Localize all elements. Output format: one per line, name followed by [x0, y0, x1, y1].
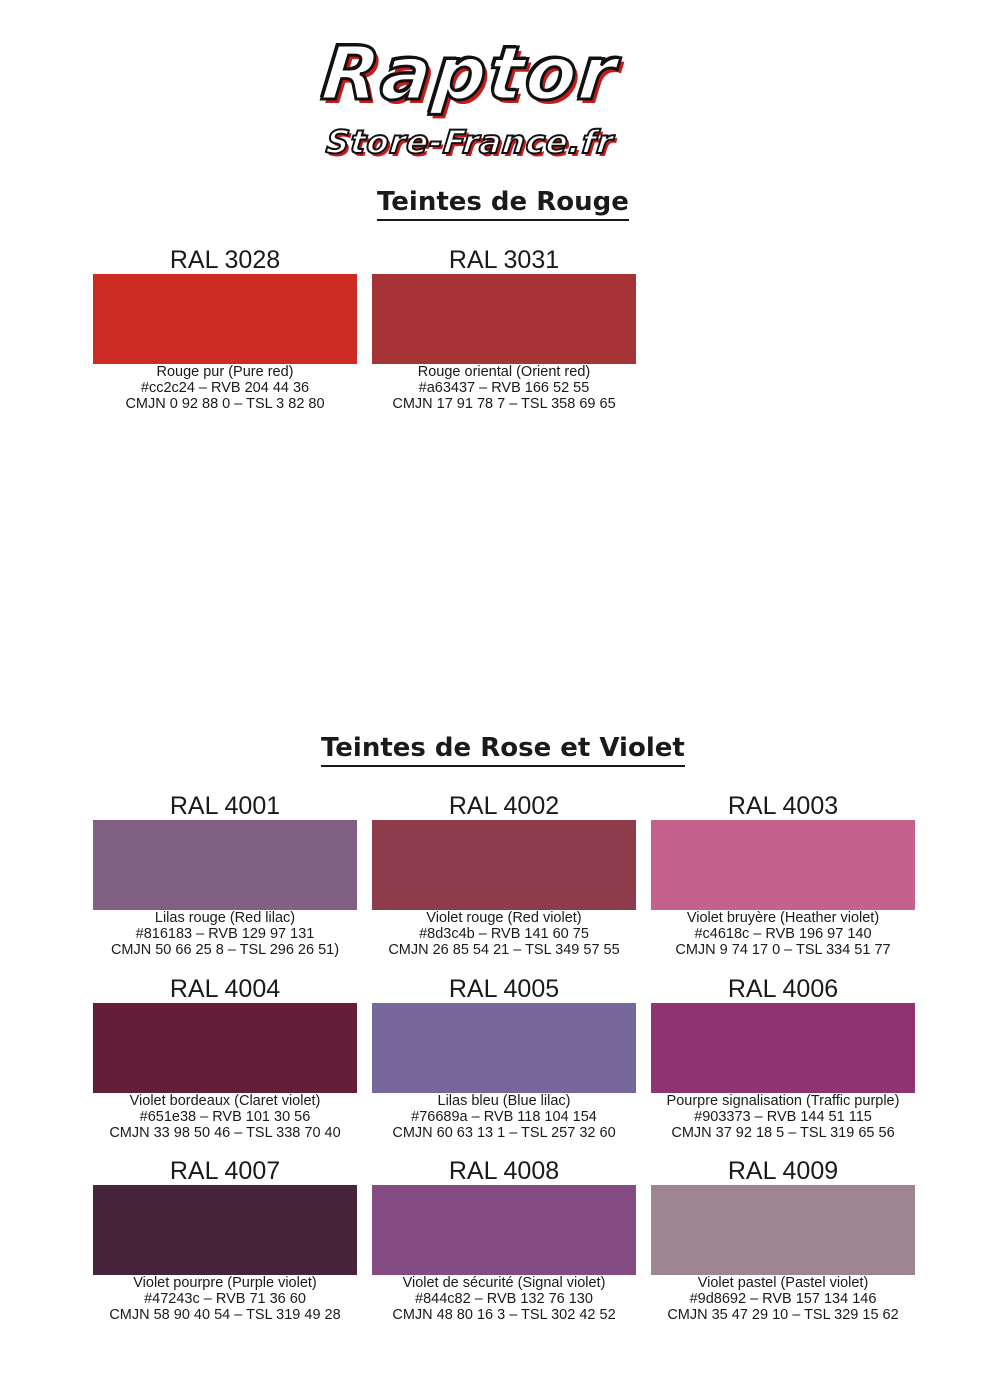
swatch-card-ral-4001: [93, 792, 357, 958]
color-name: Violet pastel (Pastel violet): [697, 1275, 869, 1291]
color-swatch: [372, 820, 636, 910]
color-name: Violet pourpre (Purple violet): [133, 1275, 317, 1291]
ral-code: RAL 4006: [727, 975, 839, 1003]
section-title-rose-violet: Teintes de Rose et Violet: [321, 732, 685, 767]
color-name: Lilas rouge (Red lilac): [154, 910, 296, 926]
color-swatch: [651, 1185, 915, 1275]
color-swatch: [372, 1003, 636, 1093]
color-hex-rgb: #a63437 – RVB 166 52 55: [418, 380, 590, 396]
color-cmyk-hsl: CMJN 17 91 78 7 – TSL 358 69 65: [392, 396, 616, 412]
color-swatch: [651, 1003, 915, 1093]
color-hex-rgb: #47243c – RVB 71 36 60: [144, 1291, 306, 1307]
ral-code: RAL 4004: [169, 975, 281, 1003]
color-name: Violet de sécurité (Signal violet): [402, 1275, 606, 1291]
color-hex-rgb: #903373 – RVB 144 51 115: [694, 1109, 872, 1125]
color-cmyk-hsl: CMJN 60 63 13 1 – TSL 257 32 60: [392, 1125, 616, 1141]
raptor-store-logo: [280, 28, 660, 178]
color-cmyk-hsl: CMJN 50 66 25 8 – TSL 296 26 51): [110, 942, 340, 958]
ral-code: RAL 4009: [727, 1157, 839, 1185]
color-hex-rgb: #c4618c – RVB 196 97 140: [694, 926, 872, 942]
swatch-card-ral-4005: [372, 975, 636, 1141]
color-cmyk-hsl: CMJN 9 74 17 0 – TSL 334 51 77: [675, 942, 891, 958]
color-name: Rouge pur (Pure red): [156, 364, 294, 380]
swatch-card-ral-3028: [93, 246, 357, 412]
color-swatch: [93, 820, 357, 910]
color-cmyk-hsl: CMJN 58 90 40 54 – TSL 319 49 28: [109, 1307, 341, 1323]
color-name: Pourpre signalisation (Traffic purple): [666, 1093, 900, 1109]
color-hex-rgb: #9d8692 – RVB 157 134 146: [689, 1291, 877, 1307]
swatch-card-ral-4002: [372, 792, 636, 958]
swatch-card-ral-4004: [93, 975, 357, 1141]
logo-sub-text: Store-France.fr: [324, 123, 616, 161]
color-name: Violet rouge (Red violet): [426, 910, 582, 926]
color-hex-rgb: #844c82 – RVB 132 76 130: [415, 1291, 593, 1307]
swatch-card-ral-4006: [651, 975, 915, 1141]
swatch-card-ral-4008: [372, 1157, 636, 1323]
color-swatch: [93, 1003, 357, 1093]
color-hex-rgb: #816183 – RVB 129 97 131: [135, 926, 315, 942]
section-title-rouge: Teintes de Rouge: [377, 186, 629, 221]
ral-code: RAL 3028: [169, 246, 281, 274]
color-name: Rouge oriental (Orient red): [417, 364, 591, 380]
ral-code: RAL 3031: [448, 246, 560, 274]
color-swatch: [372, 274, 636, 364]
color-hex-rgb: #cc2c24 – RVB 204 44 36: [140, 380, 310, 396]
ral-code: RAL 4002: [448, 792, 560, 820]
color-swatch: [372, 1185, 636, 1275]
color-name: Lilas bleu (Blue lilac): [437, 1093, 571, 1109]
swatch-card-ral-4003: [651, 792, 915, 958]
color-hex-rgb: #651e38 – RVB 101 30 56: [139, 1109, 311, 1125]
color-hex-rgb: #76689a – RVB 118 104 154: [411, 1109, 597, 1125]
ral-code: RAL 4001: [169, 792, 281, 820]
color-swatch: [93, 1185, 357, 1275]
swatch-card-ral-4009: [651, 1157, 915, 1323]
color-cmyk-hsl: CMJN 33 98 50 46 – TSL 338 70 40: [109, 1125, 341, 1141]
color-cmyk-hsl: CMJN 26 85 54 21 – TSL 349 57 55: [388, 942, 620, 958]
swatch-card-ral-3031: [372, 246, 636, 412]
color-hex-rgb: #8d3c4b – RVB 141 60 75: [419, 926, 589, 942]
color-name: Violet bruyère (Heather violet): [686, 910, 880, 926]
swatch-card-ral-4007: [93, 1157, 357, 1323]
color-name: Violet bordeaux (Claret violet): [129, 1093, 321, 1109]
color-cmyk-hsl: CMJN 35 47 29 10 – TSL 329 15 62: [667, 1307, 899, 1323]
color-swatch: [93, 274, 357, 364]
logo-main-text: Raptor: [318, 31, 622, 117]
ral-code: RAL 4003: [727, 792, 839, 820]
color-cmyk-hsl: CMJN 48 80 16 3 – TSL 302 42 52: [392, 1307, 616, 1323]
color-cmyk-hsl: CMJN 37 92 18 5 – TSL 319 65 56: [671, 1125, 895, 1141]
ral-code: RAL 4007: [169, 1157, 281, 1185]
ral-code: RAL 4005: [448, 975, 560, 1003]
color-cmyk-hsl: CMJN 0 92 88 0 – TSL 3 82 80: [125, 396, 325, 412]
ral-code: RAL 4008: [448, 1157, 560, 1185]
color-swatch: [651, 820, 915, 910]
